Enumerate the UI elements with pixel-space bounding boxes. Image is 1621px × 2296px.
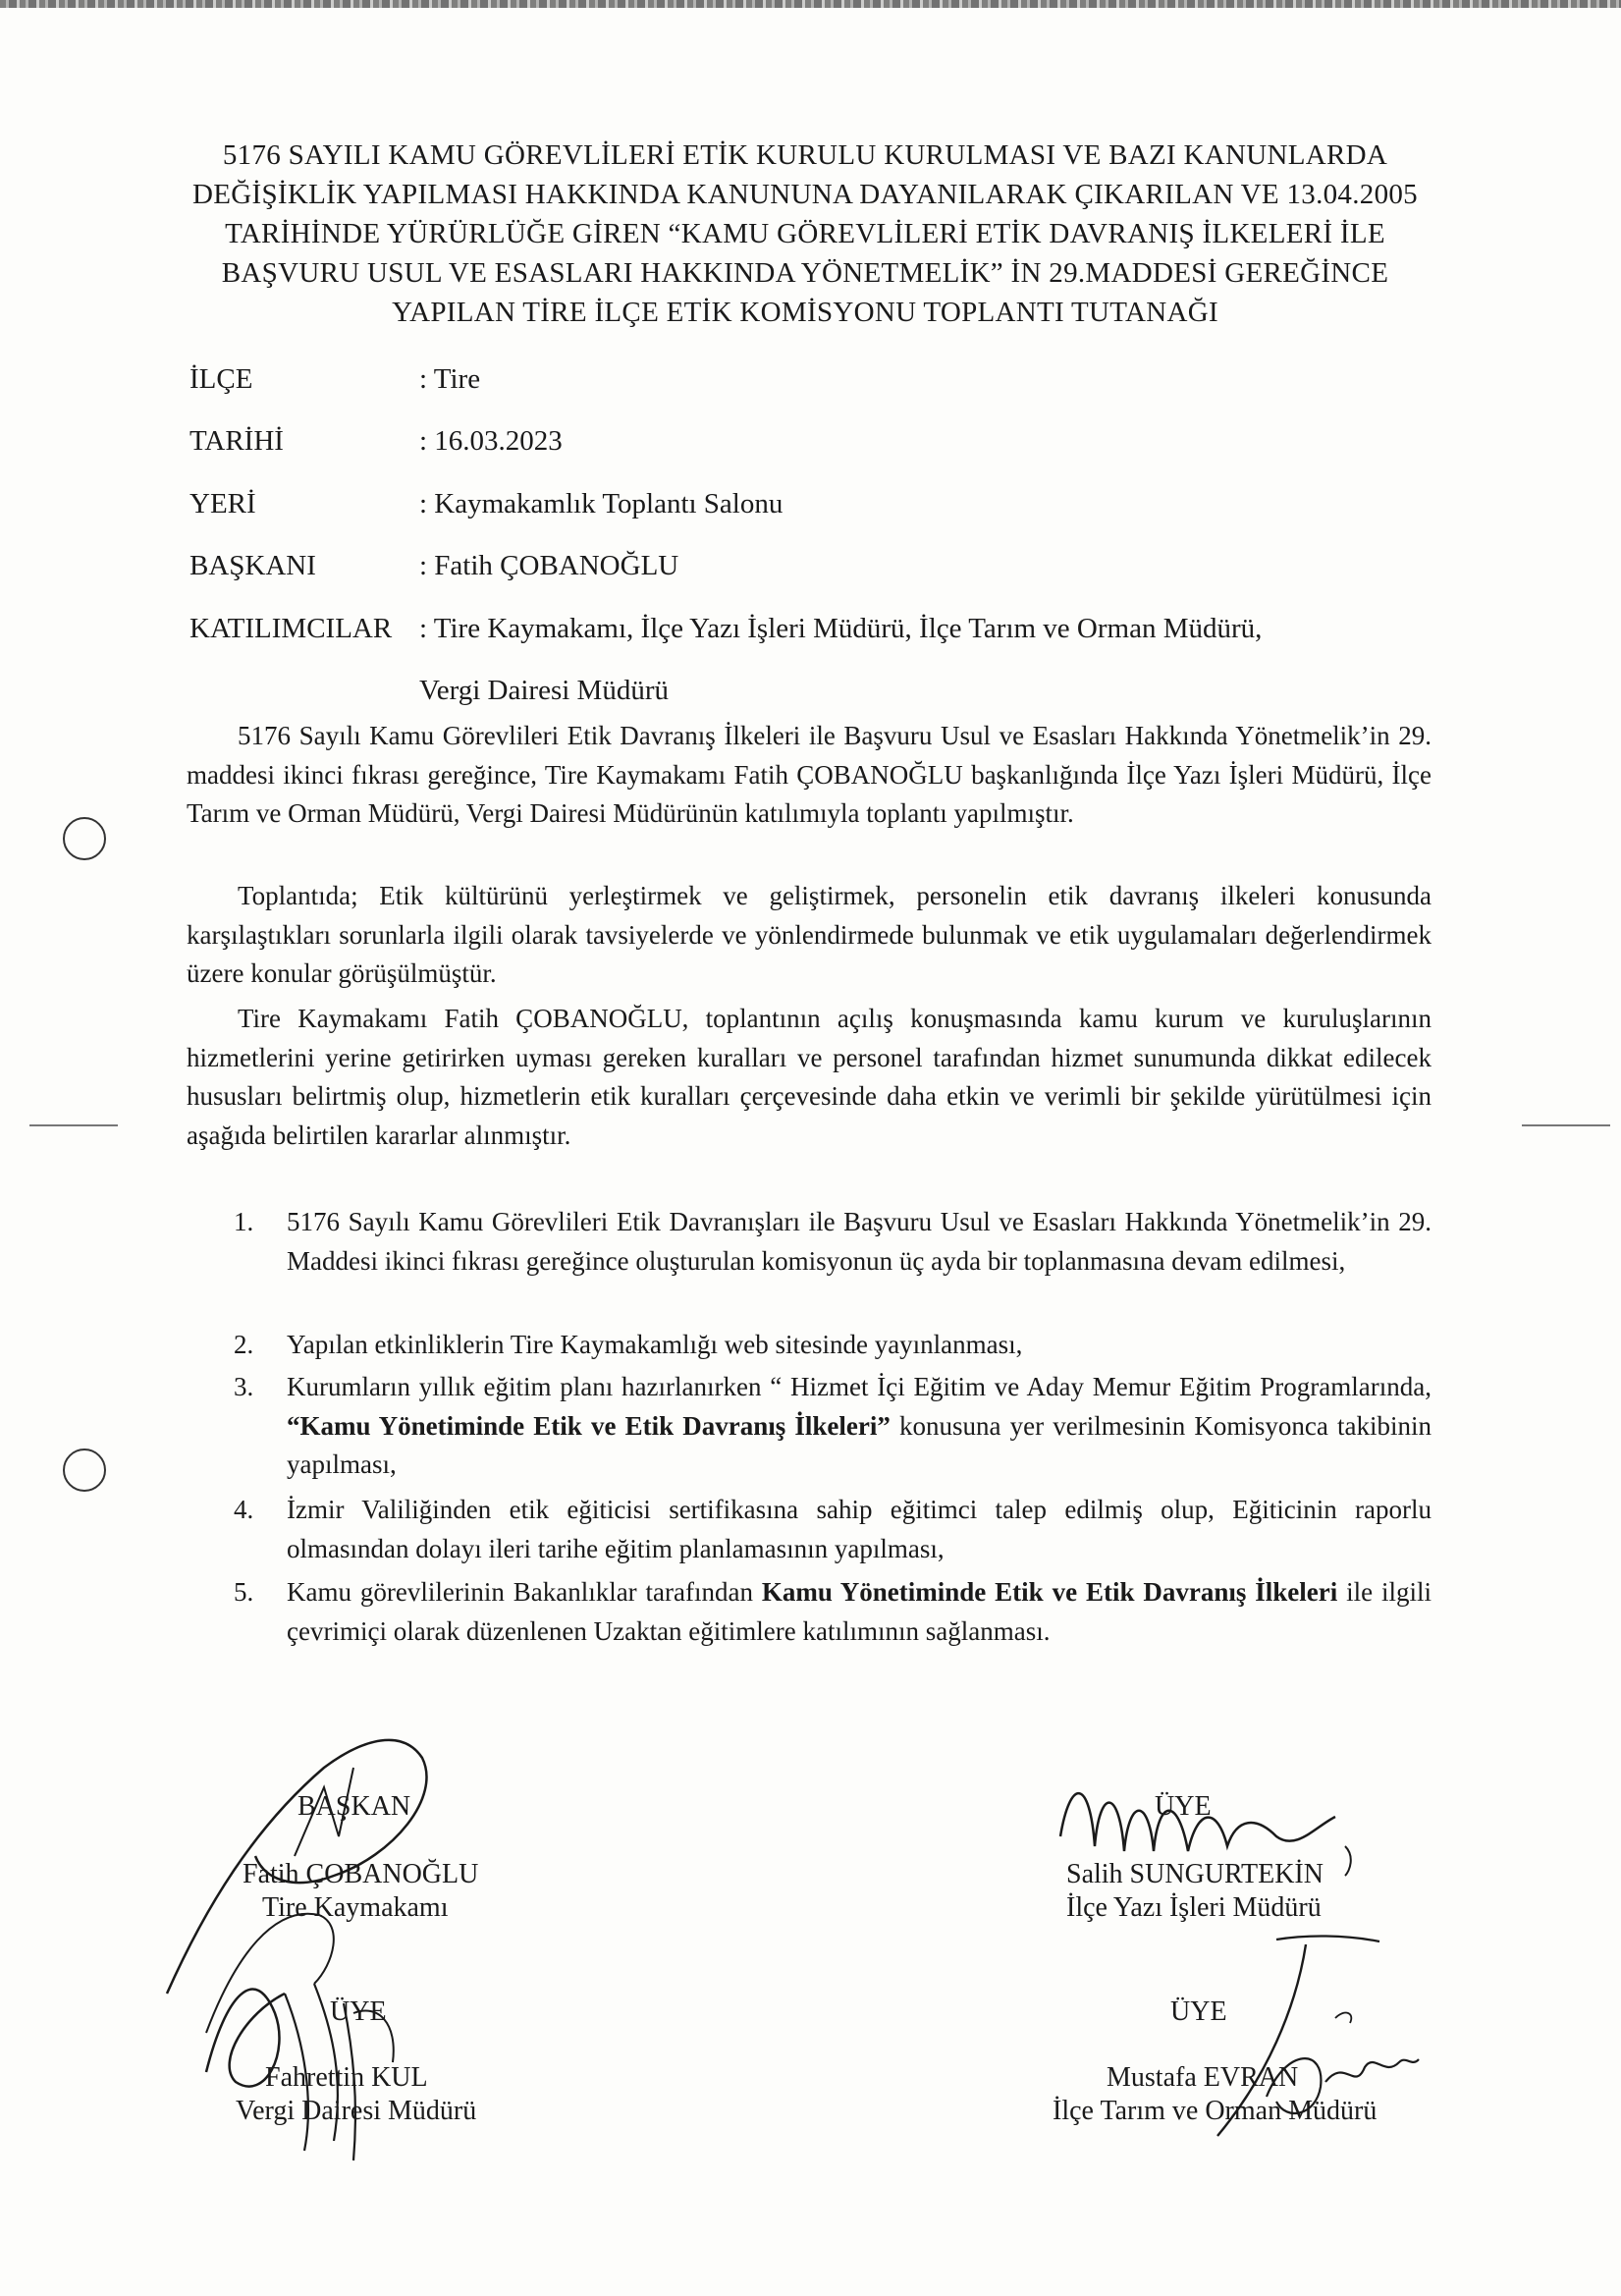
signature-name: Fatih ÇOBANOĞLU (243, 1859, 479, 1889)
decision-emphasis: “Kamu Yönetiminde Etik ve Etik Davranış İlkeleri” (287, 1410, 891, 1441)
decision-text: 5176 Sayılı Kamu Görevlileri Etik Davranışları ile Başvuru Usul ve Esasları Hakkında Yönetmelik’in 29. Maddesi ikinci fıkrası gereğince oluşturulan komisyonun üç ayda bir toplanmasına devam edilmesi, (287, 1207, 1432, 1276)
decision-number: 1. (234, 1207, 254, 1236)
meta-label-yer: YERİ (189, 488, 256, 519)
decision-number: 4. (234, 1495, 254, 1524)
meta-value-katilimcilar: : Tire Kaymakamı, İlçe Yazı İşleri Müdürü, İlçe Tarım ve Orman Müdürü, (419, 613, 1263, 644)
signature-role: ÜYE (1155, 1791, 1212, 1822)
paragraph-intro: 5176 Sayılı Kamu Görevlileri Etik Davranış İlkeleri ile Başvuru Usul ve Esasları Hakkında Yönetmelik’in 29. maddesi ikinci fıkrası gereğince, Tire Kaymakamı Fatih ÇOBANOĞLU başkanlığında İlçe Yazı İşleri Müdürü, İlçe Tarım ve Orman Müdürü, Vergi Dairesi Müdürünün katılımıyla toplantı yapılmıştır. (187, 721, 1432, 828)
punch-hole (63, 1449, 106, 1492)
paragraph-opening: Tire Kaymakamı Fatih ÇOBANOĞLU, toplantının açılış konuşmasında kamu kurum ve kuruluşlarının hizmetlerini yerine getirirken uyması gereken kuralları ve personel tarafından hizmet sunumunda dikkat edilecek hususları belirtmiş olup, hizmetlerin etik kuralları çerçevesinde daha etkin ve verimli bir şekilde yürütülmesi için aşağıda belirtilen kararlar alınmıştır. (187, 1004, 1432, 1150)
meta-label-tarih: TARİHİ (189, 425, 284, 457)
signature-scribble-tarim (1149, 1930, 1424, 2156)
meta-label-ilce: İLÇE (189, 363, 253, 395)
decision-number: 5. (234, 1577, 254, 1607)
decision-text: İzmir Valiliğinden etik eğiticisi sertifikasına sahip eğitimci talep edilmiş olup, Eğiticinin raporlu olmasından dolayı ileri tarihe eğitim planlamasının yapılması, (287, 1495, 1432, 1563)
signature-role: BAŞKAN (297, 1791, 411, 1822)
signature-name: Salih SUNGURTEKİN (1066, 1859, 1324, 1889)
signature-title: İlçe Tarım ve Orman Müdürü (1053, 2096, 1378, 2126)
document-title: 5176 SAYILI KAMU GÖREVLİLERİ ETİK KURULU KURULMASI VE BAZI KANUNLARDA DEĞİŞİKLİK YAPILMASI HAKKINDA KANUNUNA DAYANILARAK ÇIKARILAN VE 13.04.2005 TARİHİNDE YÜRÜRLÜĞE GİREN “KAMU GÖREVLİLERİ ETİK DAVRANIŞ İLKELERİ İLE BAŞVURU USUL VE ESASLARI HAKKINDA YÖNETMELİK” İN 29.MADDESİ GEREĞİNCE YAPILAN TİRE İLÇE ETİK KOMİSYONU TOPLANTI TUTANAĞI (192, 139, 1418, 328)
paragraph-topics: Toplantıda; Etik kültürünü yerleştirmek ve geliştirmek, personelin etik davranış ilkeleri konusunda karşılaştıkları sorunlarla ilgili olarak tavsiyelerde ve yönlendirmede bulunmak ve etik uygulamaları değerlendirmek üzere konular görüşülmüştür. (187, 881, 1432, 988)
scan-mark (29, 1124, 118, 1126)
decision-text: Kurumların yıllık eğitim planı hazırlanırken “ Hizmet İçi Eğitim ve Aday Memur Eğitim Programlarında, “Kamu Yönetiminde Etik ve Etik Davranış İlkeleri” konusuna yer verilmesinin Komisyonca takibinin yapılması, (287, 1372, 1432, 1479)
signature-title: Tire Kaymakamı (262, 1892, 449, 1923)
decision-text: Yapılan etkinliklerin Tire Kaymakamlığı web sitesinde yayınlanması, (287, 1330, 1023, 1359)
signature-role: ÜYE (330, 1996, 387, 2027)
decision-number: 3. (234, 1372, 254, 1401)
signature-title: Vergi Dairesi Müdürü (236, 2096, 477, 2126)
scan-edge (0, 0, 1621, 8)
decision-text: Kamu görevlilerinin Bakanlıklar tarafından Kamu Yönetiminde Etik ve Etik Davranış İlkeleri ile ilgili çevrimiçi olarak düzenlenen Uzaktan eğitimlere katılımının sağlanması. (287, 1577, 1432, 1646)
decision-number: 2. (234, 1330, 254, 1359)
signature-scribble-vergi (196, 1954, 432, 2170)
scan-mark (1522, 1124, 1610, 1126)
signature-role: ÜYE (1170, 1996, 1227, 2027)
meta-label-katilimcilar: KATILIMCILAR (189, 613, 393, 644)
signature-name: Mustafa EVRAN (1107, 2062, 1299, 2093)
signature-name: Fahrettin KUL (265, 2062, 428, 2093)
signature-title: İlçe Yazı İşleri Müdürü (1066, 1892, 1322, 1923)
meta-value-yer: : Kaymakamlık Toplantı Salonu (419, 488, 783, 519)
signature-scribble-yazi (1051, 1758, 1384, 1886)
decision-emphasis: Kamu Yönetiminde Etik ve Etik Davranış İlkeleri (761, 1577, 1338, 1607)
meta-value-katilimcilar-cont: Vergi Dairesi Müdürü (419, 675, 669, 706)
meta-value-baskan: : Fatih ÇOBANOĞLU (419, 550, 679, 581)
meta-value-ilce: : Tire (419, 363, 481, 395)
meta-label-baskan: BAŞKANI (189, 550, 316, 581)
punch-hole (63, 817, 106, 860)
meta-value-tarih: : 16.03.2023 (419, 425, 563, 457)
